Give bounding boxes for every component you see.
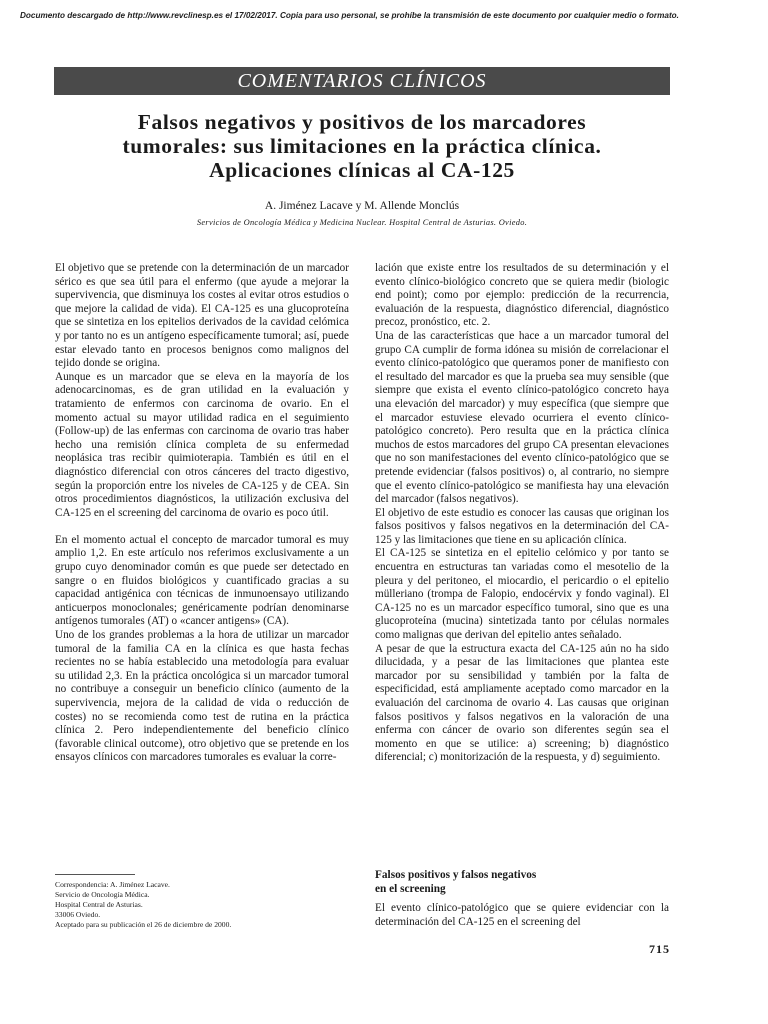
paragraph: Una de las características que hace a un marcador tumoral del grupo CA cumplir de forma idónea su misión de correlacionar el evento clínico-patológico que queramos poner de manifiesto con el resultado del marcador es que la prueba sea muy sensible (que siempre que exista el evento clínico-patológico concreto haya una elevación del marcador) y muy específica (que siempre que el marcador estuviese elevado ocurriera el evento clínico-patológico concreto). Pero resulta que en la práctica clínica muchos de estos marcadores del grupo CA presentan elevaciones que no son manifestaciones del evento clínico-patológico que se pretende evidenciar (falsos positivos) o, al contrario, no siempre que el evento clínico-patológico se manifiesta hay una elevación del marcador (falsos negativos). xyxy=(375,329,669,506)
paragraph: Aunque es un marcador que se eleva en la mayoría de los adenocarcinomas, es de gran utilidad en la evaluación y tratamiento de enfermos con carcinoma de ovario. En el momento actual su mayor utilidad radica en el seguimiento (Follow-up) de las enfermas con carcinoma de ovario tras haber hecho una remisión clínica completa de su enfermedad neoplásica tras recibir quimioterapia. También es útil en el diagnóstico diferencial con otros cánceres del tracto digestivo, según la proporción entre los niveles de CA-125 y de CEA. Sin otros procedimientos diagnósticos, la utilización exclusiva del CA-125 en el screening del carcinoma de ovario es poco útil. xyxy=(55,370,349,519)
subheading-line: en el screening xyxy=(375,883,446,895)
paragraph: En el momento actual el concepto de marcador tumoral es muy amplio 1,2. En este artículo nos referimos exclusivamente a un grupo cuyo denominador común es que puede ser detectado en sangre o en fluidos biológicos y cuantificado gracias a su capacidad antigénica con técnicas de inmunoensayo utilizando anticuerpos monoclonales; genéricamente podrían denominarse antígenos tumorales (AT) o «cancer antigens» (CA). xyxy=(55,533,349,628)
footnote-divider xyxy=(55,874,135,875)
section-subheading xyxy=(375,868,669,896)
paragraph: A pesar de que la estructura exacta del CA-125 aún no ha sido dilucidada, y a pesar de las limitaciones que plantea este marcador por su sensibilidad y también por la falta de especificidad, está ampliamente aceptado como marcador en la evaluación del carcinoma de ovario 4. Las causas que originan falsos positivos y falsos negativos en la valoración de una enferma con cáncer de ovario son diferentes según sea el momento en que se utilice: a) screening; b) diagnóstico diferencial; c) monitorización de la respuesta, y d) seguimiento. xyxy=(375,642,669,764)
accepted-date: Aceptado para su publicación el 26 de diciembre de 2000. xyxy=(55,920,232,929)
paragraph: El objetivo que se pretende con la determinación de un marcador sérico es que sea útil para el enfermo (que ayude a mejorar la supervivencia, que disminuya los costes al evitar otros estudios o que mejore la calidad de vida). El CA-125 es una glucoproteína que se sintetiza en los epitelios derivados de la cavidad celómica y por tanto no es un antígeno específicamente tumoral; así, puede estar elevado tanto en procesos benignos como malignos del tejido donde se origina. xyxy=(55,262,349,370)
section-banner: COMENTARIOS CLÍNICOS xyxy=(54,67,670,95)
paragraph: El CA-125 se sintetiza en el epitelio celómico y por tanto se encuentra en estructuras tan variadas como el mesotelio de la pleura y del peritoneo, el miocardio, el pericardio o el epitelio mülleriano (trompa de Falopio, endocérvix y fondo vaginal). El CA-125 no es un marcador específico tumoral, sino que es una glucoproteína (mucina) sintetizada tanto por células normales como malignas que derivan del epitelio antes señalado. xyxy=(375,547,669,642)
footnote-line: 33006 Oviedo. xyxy=(55,910,101,919)
paragraph: lación que existe entre los resultados de su determinación y el evento clínico-biológico concreto que se quiera medir (biologic end point); como por ejemplo: predicción de la recurrencia, evaluación de la respuesta, diagnóstico diferencial, diagnóstico precoz, pronóstico, etc. 2. xyxy=(375,262,669,329)
footnote-line: Servicio de Oncología Médica. xyxy=(55,890,150,899)
title-line: Falsos negativos y positivos de los marcadores xyxy=(137,110,587,134)
paragraph: El objetivo de este estudio es conocer las causas que originan los falsos positivos y falsos negativos en la determinación del CA-125 y las limitaciones que tiene en su aplicación clínica. xyxy=(375,506,669,546)
left-text-column xyxy=(55,262,349,765)
page-number: 715 xyxy=(649,942,670,956)
right-text-column xyxy=(375,262,669,765)
title-line: tumorales: sus limitaciones en la práctica clínica. xyxy=(122,134,602,158)
correspondence-footnote xyxy=(55,880,349,930)
subheading-line: Falsos positivos y falsos negativos xyxy=(375,869,537,881)
download-notice: Documento descargado de http://www.revclinesp.es el 17/02/2017. Copia para uso personal, se prohíbe la transmisión de este documento por cualquier medio o formato. xyxy=(20,11,679,20)
footnote-line: Hospital Central de Asturias. xyxy=(55,900,143,909)
right-text-continuation xyxy=(375,902,669,929)
article-affiliation: Servicios de Oncología Médica y Medicina Nuclear. Hospital Central de Asturias. Oviedo. xyxy=(196,218,528,227)
paragraph: El evento clínico-patológico que se quiere evidenciar con la determinación del CA-125 en el screening del xyxy=(375,902,669,928)
paragraph: Uno de los grandes problemas a la hora de utilizar un marcador tumoral de la familia CA en la clínica es que hasta fechas recientes no se había establecido una metodología para evaluar su utilidad 2,3. En la práctica oncológica si un marcador tumoral no contribuye a conseguir un beneficio clínico (aumento de la supervivencia, mejora de la calidad de vida o reducción de costes) no se recomienda como test de rutina en la práctica clínica 2. Pero independientemente del beneficio clínico (favorable clinical outcome), otro objetivo que se pretende en los ensayos clínicos con marcadores tumorales es evaluar la corre- xyxy=(55,629,349,764)
article-authors: A. Jiménez Lacave y M. Allende Monclús xyxy=(264,200,460,212)
article-title xyxy=(54,110,670,182)
footnote-line: Correspondencia: A. Jiménez Lacave. xyxy=(55,880,170,889)
title-line: Aplicaciones clínicas al CA-125 xyxy=(209,158,515,182)
